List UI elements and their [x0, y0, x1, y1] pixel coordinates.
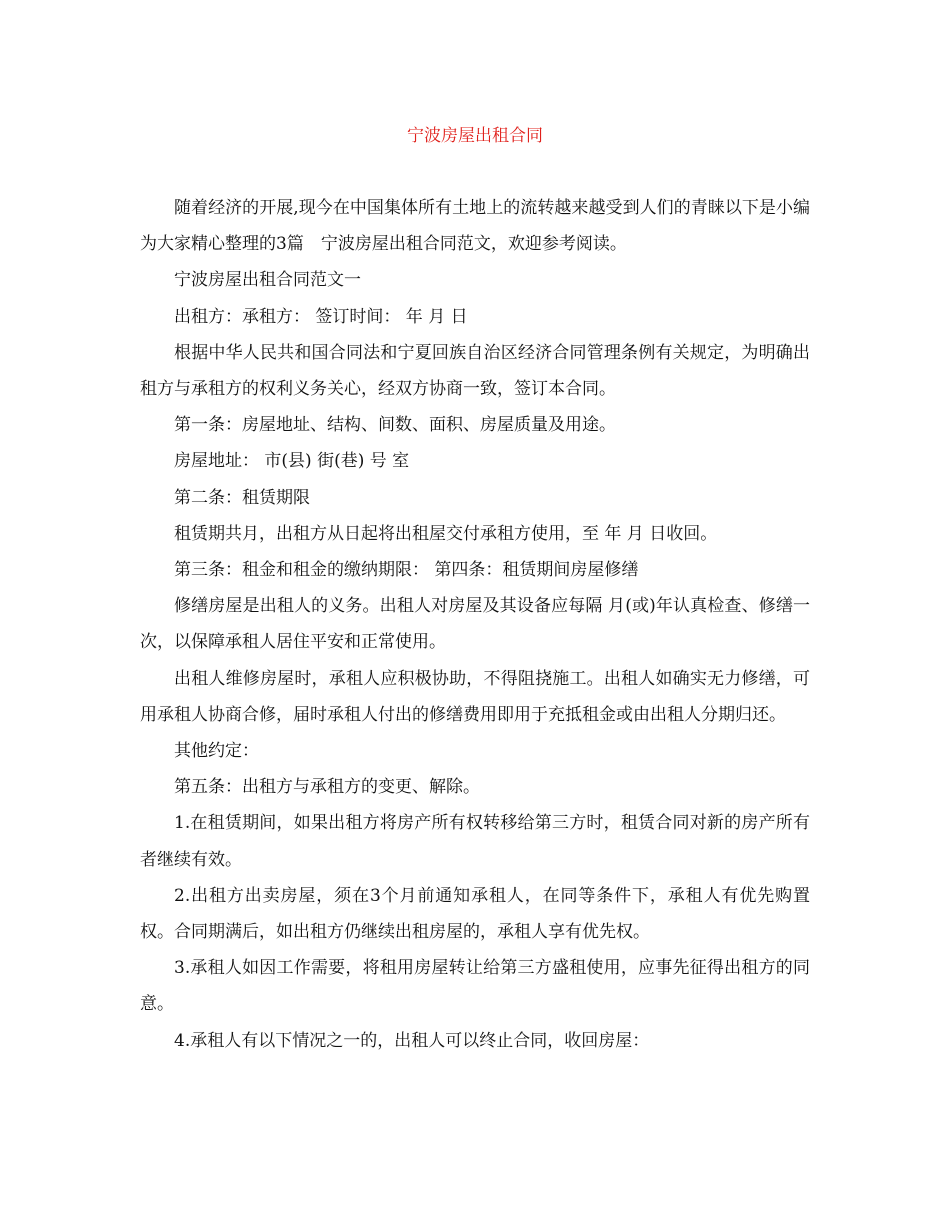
paragraph-address: 房屋地址： 市(县) 街(巷) 号 室	[174, 451, 410, 472]
paragraph-clause-2: 2.出租方出卖房屋，须在3个月前通知承租人，在同等条件下，承租人有优先购置权。合同期满后，如出租方仍继续出租房屋的，承租人享有优先权。	[140, 885, 810, 943]
paragraph-article-5: 第五条：出租方与承租方的变更、解除。	[174, 777, 480, 798]
paragraph-clause-3: 3.承租人如因工作需要，将租用房屋转让给第三方盛租使用，应事先征得出租方的同意。	[140, 958, 810, 1015]
paragraph-heading-sample-1: 宁波房屋出租合同范文一	[174, 270, 361, 291]
paragraph-other-terms: 其他约定：	[174, 741, 259, 762]
paragraph-clause-4: 4.承租人有以下情况之一的，出租人可以终止合同，收回房屋：	[174, 1030, 650, 1051]
paragraph-article-2: 第二条：租赁期限	[174, 487, 310, 508]
paragraph-article-3-4: 第三条：租金和租金的缴纳期限： 第四条：租赁期间房屋修缮	[174, 560, 639, 581]
paragraph-lease-term: 租赁期共月，出租方从日起将出租屋交付承租方使用，至 年 月 日收回。	[174, 523, 718, 544]
document-title: 宁波房屋出租合同	[407, 126, 543, 146]
paragraph-repair-duty: 修缮房屋是出租人的义务。出租人对房屋及其设备应每隔 月(或)年认真检查、修缮一次，以保障承租人居住平安和正常使用。	[140, 596, 810, 653]
paragraph-parties: 出租方：承租方： 签订时间： 年 月 日	[174, 306, 468, 327]
paragraph-legal-basis: 根据中华人民共和国合同法和宁夏回族自治区经济合同管理条例有关规定，为明确出租方与承租方的权利义务关心，经双方协商一致，签订本合同。	[140, 342, 810, 400]
paragraph-intro: 随着经济的开展,现今在中国集体所有土地上的流转越来越受到人们的青睐以下是小编为大家精心整理的3篇 宁波房屋出租合同范文，欢迎参考阅读。	[140, 198, 810, 255]
paragraph-clause-1: 1.在租赁期间，如果出租方将房产所有权转移给第三方时，租赁合同对新的房产所有者继续有效。	[140, 813, 810, 870]
paragraph-article-1: 第一条：房屋地址、结构、间数、面积、房屋质量及用途。	[174, 415, 616, 436]
paragraph-repair-cooperation: 出租人维修房屋时，承租人应积极协助，不得阻挠施工。出租人如确实无力修缮，可用承租人协商合修，届时承租人付出的修缮费用即用于充抵租金或由出租人分期归还。	[140, 668, 810, 725]
document-body	[140, 190, 810, 1059]
